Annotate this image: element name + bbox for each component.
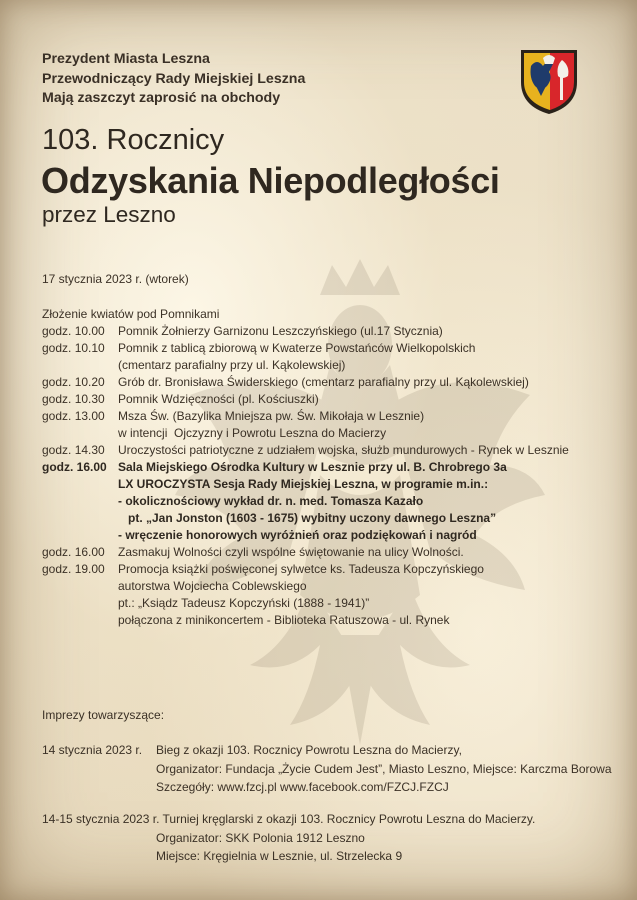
event-1-line: Szczegóły: www.fzcj.pl www.facebook.com/FZCJ.FZCJ — [156, 780, 449, 794]
inviter-line: Mają zaszczyt zaprosić na obchody — [42, 90, 281, 106]
schedule-time: godz. 16.00 — [42, 545, 105, 559]
inviter-line: Przewodniczący Rady Miejskiej Leszna — [42, 70, 306, 87]
schedule-description-line: - wręczenie honorowych wyróżnień oraz podziękowań i nagród — [118, 528, 477, 542]
schedule-row — [42, 340, 622, 374]
event-2-first-line: 14-15 stycznia 2023 r. Turniej kręglarski z okazji 103. Rocznicy Powrotu Leszna do Macierzy. — [42, 812, 536, 826]
schedule-description-line: - okolicznościowy wykład dr. n. med. Tomasza Kazało — [118, 494, 424, 508]
inviter-line: Prezydent Miasta Leszna — [42, 51, 210, 67]
schedule-description-line: Pomnik z tablicą zbiorową w Kwaterze Powstańców Wielkopolskich — [118, 341, 476, 355]
schedule-description-line: LX UROCZYSTA Sesja Rady Miejskiej Leszna, w programie m.in.: — [118, 477, 489, 491]
schedule-description-line: autorstwa Wojciecha Coblewskiego — [118, 579, 307, 593]
schedule-row — [42, 544, 622, 561]
event-1-line: Bieg z okazji 103. Rocznicy Powrotu Leszna do Macierzy, — [156, 743, 462, 757]
schedule-description-line: Uroczystości patriotyczne z udziałem wojska, służb mundurowych - Rynek w Lesznie — [118, 443, 569, 457]
schedule-description-line: pt. „Jan Jonston (1603 - 1675) wybitny uczony dawnego Leszna” — [118, 511, 497, 525]
schedule-description-line: Sala Miejskiego Ośrodka Kultury w Lesznie przy ul. B. Chrobrego 3a — [118, 460, 507, 474]
inviters-block — [42, 50, 305, 109]
schedule-row — [42, 323, 622, 340]
schedule-description-line: w intencji Ojczyzny i Powrotu Leszna do Macierzy — [118, 426, 387, 440]
schedule-description-line: Pomnik Wdzięczności (pl. Kościuszki) — [118, 392, 319, 406]
schedule-description-line: połączona z minikoncertem - Biblioteka Ratuszowa - ul. Rynek — [118, 613, 450, 627]
event-1-line: Organizator: Fundacja „Życie Cudem Jest”, Miasto Leszno, Miejsce: Karczma Borowa — [156, 761, 612, 776]
schedule-description-line: Msza Św. (Bazylika Mniejsza pw. Św. Mikołaja w Lesznie) — [118, 409, 425, 423]
schedule-intro: Złożenie kwiatów pod Pomnikami — [42, 307, 220, 321]
schedule-time: godz. 10.30 — [42, 392, 105, 406]
schedule-description-line: Promocja książki poświęconej sylwetce ks. Tadeusza Kopczyńskiego — [118, 562, 484, 576]
schedule-time: godz. 14.30 — [42, 443, 105, 457]
schedule-description-line: Grób dr. Bronisława Świderskiego (cmentarz parafialny przy ul. Kąkolewskiej) — [118, 375, 529, 389]
accompanying-event-1 — [42, 741, 612, 797]
event-2-line: Miejsce: Kręgielnia w Lesznie, ul. Strzelecka 9 — [156, 849, 403, 863]
leszno-coat-of-arms-icon — [517, 44, 581, 116]
schedule-time: godz. 19.00 — [42, 562, 105, 576]
event-date: 17 stycznia 2023 r. (wtorek) — [42, 272, 189, 286]
title-line-1: 103. Rocznicy — [42, 124, 225, 156]
schedule-row — [42, 391, 622, 408]
schedule-time: godz. 10.00 — [42, 324, 105, 338]
schedule-description-line: Zasmakuj Wolności czyli wspólne świętowanie na ulicy Wolności. — [118, 545, 464, 559]
schedule-row — [42, 442, 622, 459]
title-line-3: przez Leszno — [42, 202, 176, 227]
event-2-line: Organizator: SKK Polonia 1912 Leszno — [156, 830, 365, 845]
schedule-time: godz. 13.00 — [42, 409, 105, 423]
schedule-time: godz. 16.00 — [42, 460, 107, 474]
page-title: Odzyskania Niepodległości — [41, 160, 500, 201]
schedule-row — [42, 561, 622, 629]
schedule-time: godz. 10.20 — [42, 375, 105, 389]
schedule-row — [42, 459, 622, 544]
schedule-time: godz. 10.10 — [42, 341, 105, 355]
schedule-row — [42, 408, 622, 442]
schedule-description-line: Pomnik Żołnierzy Garnizonu Leszczyńskiego (ul.17 Stycznia) — [118, 324, 443, 338]
schedule-row — [42, 374, 622, 391]
accompanying-heading: Imprezy towarzyszące: — [42, 708, 165, 722]
schedule-description-line: (cmentarz parafialny przy ul. Kąkolewskiej) — [118, 358, 346, 372]
accompanying-event-2 — [42, 810, 535, 866]
event-1-date: 14 stycznia 2023 r. — [42, 743, 143, 757]
schedule-list — [42, 323, 622, 629]
schedule-description-line: pt.: „Ksiądz Tadeusz Kopczyński (1888 - 1941)” — [118, 596, 370, 610]
